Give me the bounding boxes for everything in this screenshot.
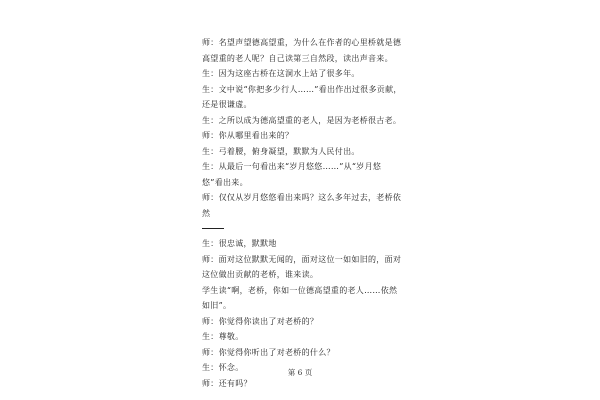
page-number: 第 6 页 [287, 368, 313, 377]
fill-in-blank-line [202, 228, 224, 229]
paragraph: 生：因为这座古桥在这洞水上站了很多年。 [202, 69, 360, 78]
paragraph: 生：弓着腰，俯身凝望，默默为人民付出。 [202, 146, 360, 156]
paragraph: 生：文中说“你把多少行人……”看出作出过很多贡献，还是很谦虚。 [202, 84, 402, 109]
paragraph: 生：从最后一句看出来“岁月悠悠……”从“岁月悠悠”看出来。 [202, 162, 382, 187]
page-body [202, 35, 402, 391]
paragraph: 生：很忠诚，默默地 [202, 239, 277, 248]
paragraph: 师：你从哪里看出来的？ [202, 131, 294, 140]
paragraph: 师：仅仅从岁月悠悠看出来吗？这么多年过去，老桥依然 [202, 193, 402, 218]
paragraph: 生：之所以成为德高望重的老人，是因为老桥很古老。 [202, 115, 402, 125]
paragraph: 生：怀念。 [202, 363, 244, 372]
paragraph: 师：你觉得你听出了对老桥的什么？ [202, 347, 335, 357]
paragraph: 师：你觉得你读出了对老桥的？ [202, 316, 319, 326]
paragraph: 师：面对这位默默无闻的，面对这位一如如旧的，面对这位做出贡献的老桥，谁来读。 [202, 254, 402, 279]
paragraph: 学生读“啊，老桥，你如一位德高望重的老人……依然如旧”。 [202, 285, 398, 310]
paragraph: 师：名望声望德高望重，为什么在作者的心里桥就是德高望重的老人呢？自己读第三自然段，读出声音来。 [202, 38, 402, 63]
paragraph: 生：尊敬。 [202, 332, 244, 341]
paragraph: 师：还有吗？ [202, 378, 252, 388]
